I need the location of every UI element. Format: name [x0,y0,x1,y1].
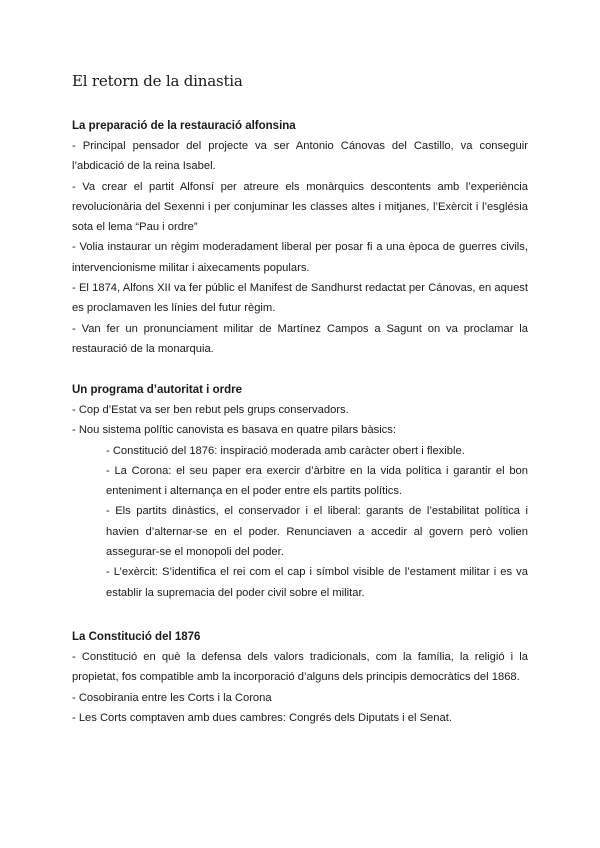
paragraph: - Cop d’Estat va ser ben rebut pels grups conservadors. [72,404,349,416]
section-heading: Un programa d’autoritat i ordre [72,384,242,396]
paragraph: - Van fer un pronunciament militar de Martínez Campos a Sagunt on va proclamar la restauració de la monarquia. [72,322,528,355]
paragraph: - Cosobirania entre les Corts i la Corona [72,691,272,704]
paragraph: - Volia instaurar un règim moderadament liberal per posar fi a una època de guerres civils, intervencionisme militar i aixecaments populars. [72,241,528,274]
sub-paragraph: - L’exèrcit: S’identifica el rei com el cap i símbol visible de l’estament militar i es va establir la supremacia del poder civil sobre el militar. [106,566,528,599]
paragraph: - El 1874, Alfons XII va fer públic el Manifest de Sandhurst redactat per Cánovas, en aquest es proclamaven les línies del futur règim. [72,282,528,315]
section-constitucio [72,627,528,728]
paragraph: - Les Corts comptaven amb dues cambres: Congrés dels Diputats i el Senat. [72,711,452,724]
sub-paragraph: - Els partits dinàstics, el conservador i el liberal: garants de l’estabilitat política i havien d’alternar-se en el poder. Renunciaven a accedir al govern però volien assegurar-se el monopoli del poder. [106,505,528,559]
page-title: El retorn de la dinastia [72,72,243,90]
paragraph: - Constitució en què la defensa dels valors tradicionals, com la família, la religió i la propietat, fos compatible amb la incorporació d’alguns dels principis democràtics del 1868. [72,651,528,684]
paragraph: - Va crear el partit Alfonsí per atreure els monàrquics descontents amb l’experiència revolucionària del Sexenni i per conjuminar les classes altes i mitjanes, l’Exèrcit i l’església sota el lema “Pau i ordre” [72,180,528,234]
paragraph: - Principal pensador del projecte va ser Antonio Cánovas del Castillo, va conseguir l’abdicació de la reina Isabel. [72,140,528,173]
section-heading: La Constitució del 1876 [72,631,201,643]
sub-paragraph: - La Corona: el seu paper era exercir d’àrbitre en la vida política i garantir el bon enteniment i alternança en el poder entre els partits polítics. [106,464,528,498]
section-programa [72,380,528,603]
sub-paragraph: - Constitució del 1876: inspiració moderada amb caràcter obert i flexible. [106,444,465,457]
paragraph: - Nou sistema polític canovista es basava en quatre pilars bàsics: [72,424,396,437]
section-heading: La preparació de la restauració alfonsina [72,120,296,132]
section-restauracio [72,116,528,359]
